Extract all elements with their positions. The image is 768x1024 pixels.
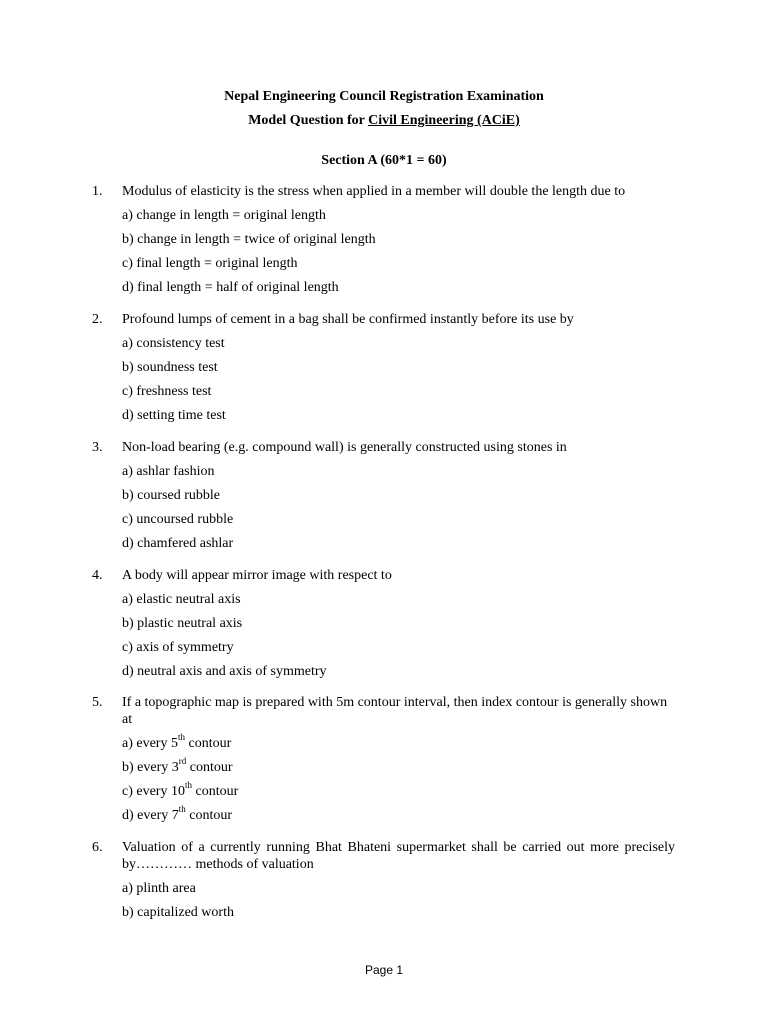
- question-3-text: Non-load bearing (e.g. compound wall) is generally constructed using stones in: [122, 440, 567, 455]
- question-5-option-d: [122, 804, 233, 824]
- question-3-option-b: b) coursed rubble: [122, 488, 220, 503]
- question-4-option-d: d) neutral axis and axis of symmetry: [122, 664, 327, 679]
- option-text: contour: [186, 760, 233, 775]
- question-5-option-b: [122, 756, 233, 776]
- question-4-number: 4.: [92, 568, 103, 583]
- question-1-option-b: b) change in length = twice of original length: [122, 232, 376, 247]
- question-2-option-a: a) consistency test: [122, 336, 225, 351]
- question-1-text: Modulus of elasticity is the stress when applied in a member will double the length due to: [122, 184, 626, 199]
- option-text: contour: [185, 808, 233, 823]
- document-title: Nepal Engineering Council Registration Examination: [224, 89, 544, 104]
- question-4-option-a: a) elastic neutral axis: [122, 592, 241, 607]
- question-6-number: 6.: [92, 840, 103, 855]
- question-6-text: Valuation of a currently running Bhat Bhateni supermarket shall be carried out more precisely by………… methods of valuation: [122, 840, 675, 872]
- question-1-option-a: a) change in length = original length: [122, 208, 326, 223]
- question-6-option-b: b) capitalized worth: [122, 905, 234, 920]
- document-subtitle: [0, 112, 768, 129]
- question-2-option-d: d) setting time test: [122, 408, 226, 423]
- option-text: c) every 10: [122, 784, 185, 799]
- question-3-number: 3.: [92, 440, 103, 455]
- question-5-number: 5.: [92, 695, 103, 710]
- question-3-option-c: c) uncoursed rubble: [122, 512, 234, 527]
- question-1-option-c: c) final length = original length: [122, 256, 298, 271]
- question-4-option-b: b) plastic neutral axis: [122, 616, 243, 631]
- question-5-text: If a topographic map is prepared with 5m contour interval, then index contour is generally shown at: [122, 695, 668, 727]
- option-text: contour: [184, 736, 232, 751]
- question-2-number: 2.: [92, 312, 103, 327]
- question-4-option-c: c) axis of symmetry: [122, 640, 234, 655]
- question-5-option-a: [122, 732, 232, 752]
- option-text: d) every 7: [122, 808, 179, 823]
- option-text: contour: [191, 784, 239, 799]
- option-text: b) every 3: [122, 760, 179, 775]
- question-1-number: 1.: [92, 184, 103, 199]
- ordinal-suffix: th: [184, 780, 192, 791]
- question-2-text: Profound lumps of cement in a bag shall be confirmed instantly before its use by: [122, 312, 574, 327]
- section-heading: Section A (60*1 = 60): [321, 153, 447, 168]
- question-2-option-b: b) soundness test: [122, 360, 218, 375]
- subtitle-subject: Civil Engineering (ACiE): [368, 113, 520, 128]
- question-5-option-c: [122, 780, 239, 800]
- ordinal-suffix: th: [177, 732, 185, 743]
- question-4-text: A body will appear mirror image with respect to: [122, 568, 392, 583]
- subtitle-prefix: Model Question for: [248, 113, 369, 128]
- page-number: Page 1: [364, 963, 404, 977]
- question-6-option-a: a) plinth area: [122, 881, 196, 896]
- ordinal-suffix: rd: [178, 756, 187, 767]
- option-text: a) every 5: [122, 736, 178, 751]
- question-1-option-d: d) final length = half of original length: [122, 280, 339, 295]
- question-3-option-a: a) ashlar fashion: [122, 464, 215, 479]
- question-3-option-d: d) chamfered ashlar: [122, 536, 234, 551]
- question-2-option-c: c) freshness test: [122, 384, 212, 399]
- ordinal-suffix: th: [178, 804, 186, 815]
